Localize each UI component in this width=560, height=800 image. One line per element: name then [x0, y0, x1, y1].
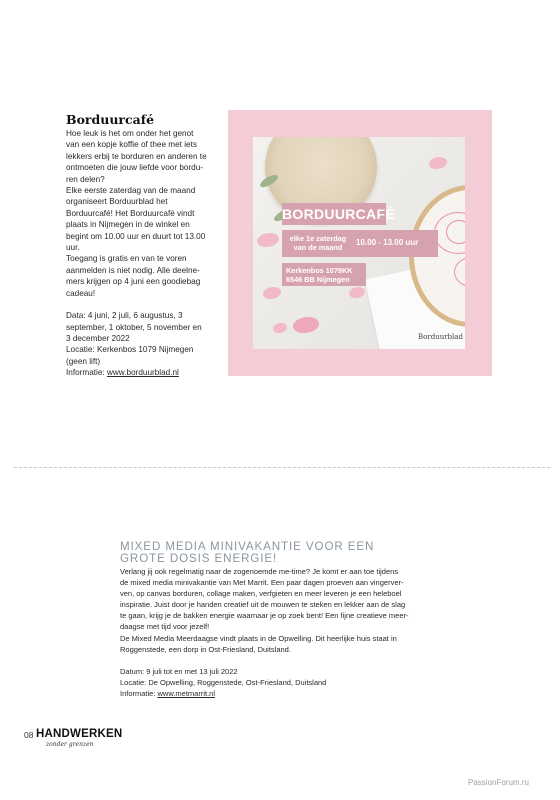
- body-line: te gaan, krijg je de bakken energie waarnaar je op zoek bent! Een fijne creatieve meer-: [120, 611, 409, 621]
- article-title: Borduurcafé: [66, 112, 155, 127]
- body-line: Verlang jij ook regelmatig naar de zogenoemde me-time? Je komt er aan toe tijdens: [120, 567, 399, 576]
- dashed-divider: [14, 467, 550, 468]
- mixed-media-title: MIXED MEDIA MINIVAKANTIE VOOR EEN GROTE DOSIS ENERGIE!: [120, 540, 375, 565]
- watermark: PassionForum.ru: [468, 778, 529, 787]
- poster-time: 10.00 - 13.00 uur: [356, 238, 419, 247]
- petal-icon: [349, 287, 365, 298]
- body-line: inspiratie. Juist door je handen creatief uit de mouwen te steken en lekker aan de slag: [120, 600, 406, 610]
- address-line: 6546 BB Nijmegen: [286, 275, 350, 284]
- info-line: [120, 688, 445, 699]
- page-number: 08: [24, 730, 34, 740]
- date-line: Datum: 9 juli tot en met 13 juli 2022: [120, 666, 238, 676]
- body-line: Elke eerste zaterdag van de maand: [66, 186, 196, 196]
- body-line: begint om 10.00 uur en duurt tot 13.00: [66, 231, 206, 241]
- body-line: De Mixed Media Meerdaagse vindt plaats in de Opwelling. Dit heerlijke huis staat in: [120, 633, 397, 643]
- borduurblad-logo: Borduurblad: [418, 333, 463, 341]
- petal-icon: [429, 157, 447, 169]
- poster-schedule: [287, 235, 349, 252]
- body-line: ven, op canvas borduren, collage maken, verfgieten en meer leveren je een heleboel: [120, 589, 402, 599]
- body-line: aanmelden is niet nodig. Alle deelne-: [66, 265, 200, 275]
- body-line: organiseert Borduurblad het: [66, 197, 168, 207]
- body-line: plaats in Nijmegen in de winkel en: [66, 220, 190, 230]
- body-line: Hoe leuk is het om onder het genot: [66, 129, 194, 138]
- info-label: Informatie:: [66, 368, 107, 378]
- body-line: uur.: [66, 243, 80, 253]
- schedule-line: elke 1e zaterdag: [289, 234, 347, 243]
- rose-stitch-icon: [446, 220, 465, 244]
- dates-line: 3 december 2022: [66, 333, 130, 343]
- poster-schedule-banner: [282, 230, 438, 257]
- borduurcafe-article: [66, 112, 214, 379]
- location-line: Locatie: Kerkenbos 1079 Nijmegen: [66, 345, 194, 355]
- magazine-tagline: zonder grenzen: [46, 741, 94, 748]
- metmarrit-link[interactable]: www.metmarrit.nl: [157, 688, 216, 698]
- body-line: ren delen?: [66, 174, 105, 184]
- body-line: daagse met tijd voor jezelf!: [120, 622, 210, 632]
- location-note: (geen lift): [66, 356, 101, 366]
- rose-stitch-icon: [454, 256, 465, 288]
- body-line: lekkers erbij te borduren en anderen te: [66, 151, 207, 161]
- body-line: de mixed media minivakantie van Met Marrit. Een paar dagen proeven aan vingerver-: [120, 578, 404, 588]
- petal-icon: [273, 323, 287, 333]
- location-line: Locatie: De Opwelling, Roggenstede, Ost-Friesland, Duitsland: [120, 677, 327, 687]
- petal-icon: [257, 233, 279, 247]
- dates-line: september, 1 oktober, 5 november en: [66, 322, 202, 332]
- body-line: Toegang is gratis en van te voren: [66, 254, 187, 264]
- petal-icon: [293, 317, 319, 333]
- body-line: ontmoeten die jouw liefde voor bordu-: [66, 163, 203, 173]
- magazine-logo: HANDWERKEN: [36, 728, 123, 740]
- body-line: cadeau!: [66, 288, 96, 298]
- info-label: Informatie:: [120, 688, 158, 698]
- poster-title: BORDUURCAFÉ: [282, 203, 386, 225]
- body-line: Roggenstede, een dorp in Ost-Friesland, Duitsland.: [120, 644, 291, 654]
- mixed-media-article: [120, 566, 445, 699]
- petal-icon: [263, 287, 281, 299]
- body-line: van een kopje koffie of thee met iets: [66, 140, 197, 150]
- info-line: [66, 367, 214, 378]
- body-line: mers krijgen op 4 juni een goodiebag: [66, 277, 201, 287]
- body-line: Borduurcafé! Het Borduurcafé vindt: [66, 208, 195, 218]
- schedule-line: van de maand: [293, 242, 343, 252]
- poster-address: [282, 263, 366, 286]
- borduurblad-link[interactable]: www.borduurblad.nl: [106, 368, 179, 378]
- address-line: Kerkenbos 1079KK: [286, 266, 353, 275]
- dates-line: Data: 4 juni, 2 juli, 6 augustus, 3: [66, 311, 183, 321]
